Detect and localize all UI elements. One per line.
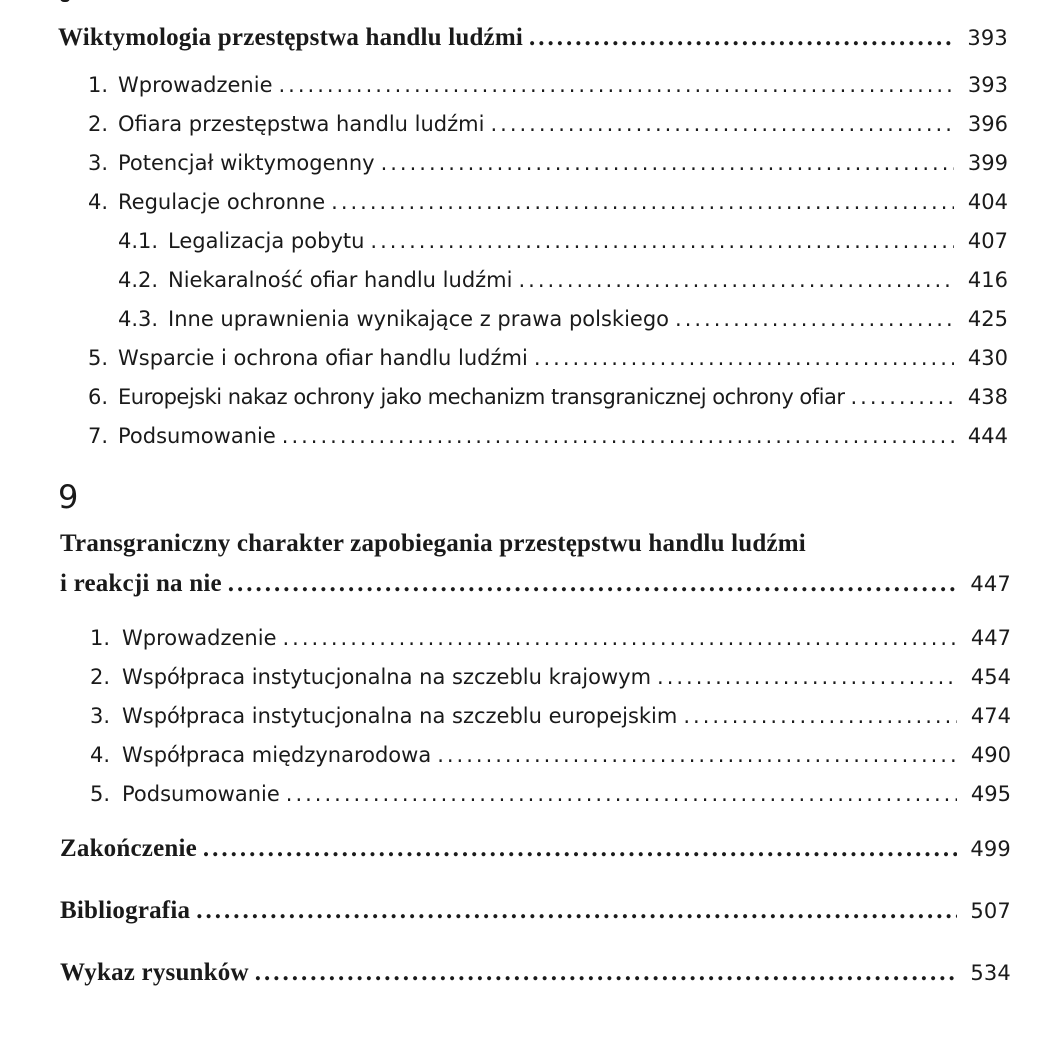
dot-leader	[683, 704, 957, 728]
dot-leader	[534, 346, 954, 370]
section-number: 1.	[88, 73, 109, 97]
dot-leader	[196, 897, 957, 925]
toc-entry	[88, 385, 1008, 409]
section-number: 3.	[90, 704, 111, 728]
section-label: Europejski nakaz ochrony jako mechanizm transgranicznej ochrony ofiar	[118, 385, 845, 409]
chapter-9-title-line2: i reakcji na nie	[60, 570, 222, 597]
toc-entry	[88, 151, 1008, 175]
dot-leader	[331, 190, 954, 214]
cropped-chapter-number-fragment	[60, 0, 70, 2]
dot-leader	[490, 112, 954, 136]
section-page: 454	[970, 665, 1011, 689]
dot-leader	[851, 385, 955, 409]
subsection-number: 4.1.	[118, 229, 159, 253]
section-page: 438	[967, 385, 1008, 409]
section-label: Wprowadzenie	[122, 626, 277, 650]
backmatter-label: Zakończenie	[60, 835, 197, 862]
section-label: Wprowadzenie	[118, 73, 273, 97]
section-label: Regulacje ochronne	[118, 190, 326, 214]
section-number: 2.	[90, 665, 111, 689]
dot-leader	[657, 665, 957, 689]
toc-entry	[90, 782, 1011, 806]
section-label: Współpraca międzynarodowa	[122, 743, 432, 767]
dot-leader	[228, 570, 957, 598]
section-number: 6.	[88, 385, 109, 409]
toc-backmatter-entry	[60, 835, 1011, 863]
backmatter-page: 507	[970, 899, 1011, 923]
subsection-label: Niekaralność ofiar handlu ludźmi	[168, 268, 513, 292]
section-label: Współpraca instytucjonalna na szczeblu krajowym	[122, 665, 652, 689]
section-page: 490	[970, 743, 1011, 767]
backmatter-page: 534	[970, 961, 1011, 985]
dot-leader	[255, 959, 957, 987]
toc-subentry	[118, 229, 1008, 253]
section-page: 404	[967, 190, 1008, 214]
subsection-page: 425	[967, 307, 1008, 331]
section-label: Podsumowanie	[118, 424, 276, 448]
subsection-number: 4.2.	[118, 268, 159, 292]
section-page: 495	[970, 782, 1011, 806]
chapter-8-page: 393	[967, 26, 1008, 50]
section-page: 447	[970, 626, 1011, 650]
section-label: Potencjał wiktymogenny	[118, 151, 375, 175]
dot-leader	[286, 782, 957, 806]
toc-entry	[88, 424, 1008, 448]
dot-leader	[437, 743, 957, 767]
toc-entry	[90, 665, 1011, 689]
section-label: Podsumowanie	[122, 782, 280, 806]
section-number: 4.	[90, 743, 111, 767]
subsection-page: 416	[967, 268, 1008, 292]
toc-subentry	[118, 268, 1008, 292]
section-number: 1.	[90, 626, 111, 650]
subsection-page: 407	[967, 229, 1008, 253]
dot-leader	[283, 626, 958, 650]
section-label: Współpraca instytucjonalna na szczeblu europejskim	[122, 704, 678, 728]
section-number: 3.	[88, 151, 109, 175]
toc-entry	[88, 190, 1008, 214]
section-page: 444	[967, 424, 1008, 448]
section-page: 399	[967, 151, 1008, 175]
dot-leader	[282, 424, 954, 448]
section-page: 474	[970, 704, 1011, 728]
toc-backmatter-entry	[60, 959, 1011, 987]
chapter-9-page: 447	[970, 572, 1011, 596]
dot-leader	[279, 73, 955, 97]
toc-entry	[90, 626, 1011, 650]
dot-leader	[381, 151, 954, 175]
section-page: 430	[967, 346, 1008, 370]
dot-leader	[370, 229, 954, 253]
section-label: Wsparcie i ochrona ofiar handlu ludźmi	[118, 346, 528, 370]
section-label: Ofiara przestępstwa handlu ludźmi	[118, 112, 485, 136]
subsection-number: 4.3.	[118, 307, 159, 331]
section-page: 393	[967, 73, 1008, 97]
section-number: 7.	[88, 424, 109, 448]
section-page: 396	[967, 112, 1008, 136]
chapter-9-number: 9	[58, 478, 79, 516]
dot-leader	[675, 307, 954, 331]
section-number: 4.	[88, 190, 109, 214]
toc-entry	[88, 73, 1008, 97]
backmatter-label: Bibliografia	[60, 897, 191, 924]
section-number: 5.	[88, 346, 109, 370]
toc-entry	[90, 704, 1011, 728]
backmatter-label: Wykaz rysunków	[60, 959, 249, 986]
chapter-8-title: Wiktymologia przestępstwa handlu ludźmi	[58, 24, 524, 51]
subsection-label: Inne uprawnienia wynikające z prawa polskiego	[168, 307, 670, 331]
chapter-9-title-entry	[60, 570, 1011, 598]
section-number: 5.	[90, 782, 111, 806]
subsection-label: Legalizacja pobytu	[168, 229, 365, 253]
dot-leader	[529, 24, 954, 52]
toc-backmatter-entry	[60, 897, 1011, 925]
chapter-9-title-line1: Transgraniczny charakter zapobiegania przestępstwu handlu ludźmi	[60, 530, 806, 557]
toc-subentry	[118, 307, 1008, 331]
chapter-8-title-entry	[58, 24, 1008, 52]
toc-entry	[90, 743, 1011, 767]
section-number: 2.	[88, 112, 109, 136]
dot-leader	[203, 835, 957, 863]
backmatter-page: 499	[970, 837, 1011, 861]
toc-entry	[88, 112, 1008, 136]
toc-entry	[88, 346, 1008, 370]
dot-leader	[518, 268, 954, 292]
